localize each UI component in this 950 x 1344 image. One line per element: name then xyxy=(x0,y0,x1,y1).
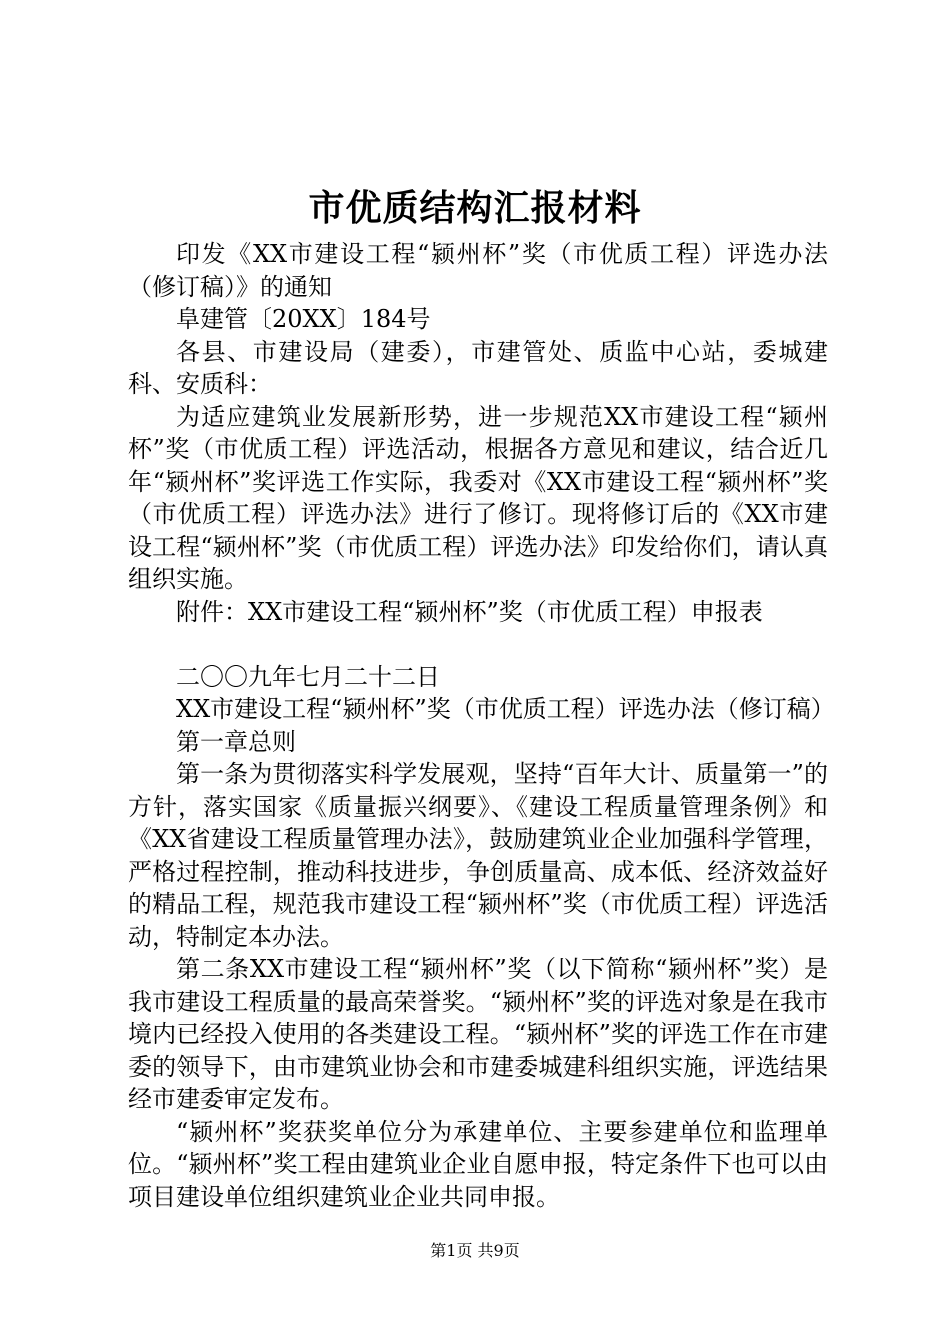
paragraph-award-units: “颍州杯”奖获奖单位分为承建单位、主要参建单位和监理单位。“颍州杯”奖工程由建筑业企业自愿申报，特定条件下也可以由项目建设单位组织建筑业企业共同申报。 xyxy=(128,1117,828,1211)
paragraph-attachment: 附件：XX市建设工程“颍州杯”奖（市优质工程）申报表 xyxy=(176,597,763,626)
paragraph-chapter-heading: 第一章总则 xyxy=(176,727,296,756)
document-body xyxy=(128,238,835,1213)
paragraph-blank xyxy=(128,628,828,661)
paragraph-document-number: 阜建管〔20XX〕184号 xyxy=(176,305,431,333)
paragraph-article-1: 第一条为贯彻落实科学发展观，坚持“百年大计、质量第一”的方针，落实国家《质量振兴纲要》、《建设工程质量管理条例》和《XX省建设工程质量管理办法》，鼓励建筑业企业加强科学管理，严格过程控制，推动科技进步，争创质量高、成本低、经济效益好的精品工程，规范我市建设工程“颍州杯”奖（市优质工程）评选活动，特制定本办法。 xyxy=(128,760,828,951)
page-footer: 第1页 共9页 xyxy=(430,1241,520,1260)
paragraph-measures-title: XX市建设工程“颍州杯”奖（市优质工程）评选办法（修订稿） xyxy=(176,695,835,723)
paragraph-notice-body: 为适应建筑业发展新形势，进一步规范XX市建设工程“颍州杯”奖（市优质工程）评选活动，根据各方意见和建议，结合近几年“颍州杯”奖评选工作实际，我委对《XX市建设工程“颍州杯”奖（市优质工程）评选办法》进行了修订。现将修订后的《XX市建设工程“颍州杯”奖（市优质工程）评选办法》印发给你们，请认真组织实施。 xyxy=(128,402,828,593)
document-title: 市优质结构汇报材料 xyxy=(308,187,642,229)
paragraph-recipients: 各县、市建设局（建委），市建管处、质监中心站，委城建科、安质科： xyxy=(128,337,828,398)
paragraph-notice-heading: 印发《XX市建设工程“颍州杯”奖（市优质工程）评选办法（修订稿）》的通知 xyxy=(128,240,828,301)
paragraph-article-2: 第二条XX市建设工程“颍州杯”奖（以下简称“颍州杯”奖）是我市建设工程质量的最高荣誉奖。“颍州杯”奖的评选对象是在我市境内已经投入使用的各类建设工程。“颍州杯”奖的评选工作在市建委的领导下，由市建筑业协会和市建委城建科组织实施，评选结果经市建委审定发布。 xyxy=(128,955,828,1113)
paragraph-date: 二〇〇九年七月二十二日 xyxy=(176,662,440,691)
